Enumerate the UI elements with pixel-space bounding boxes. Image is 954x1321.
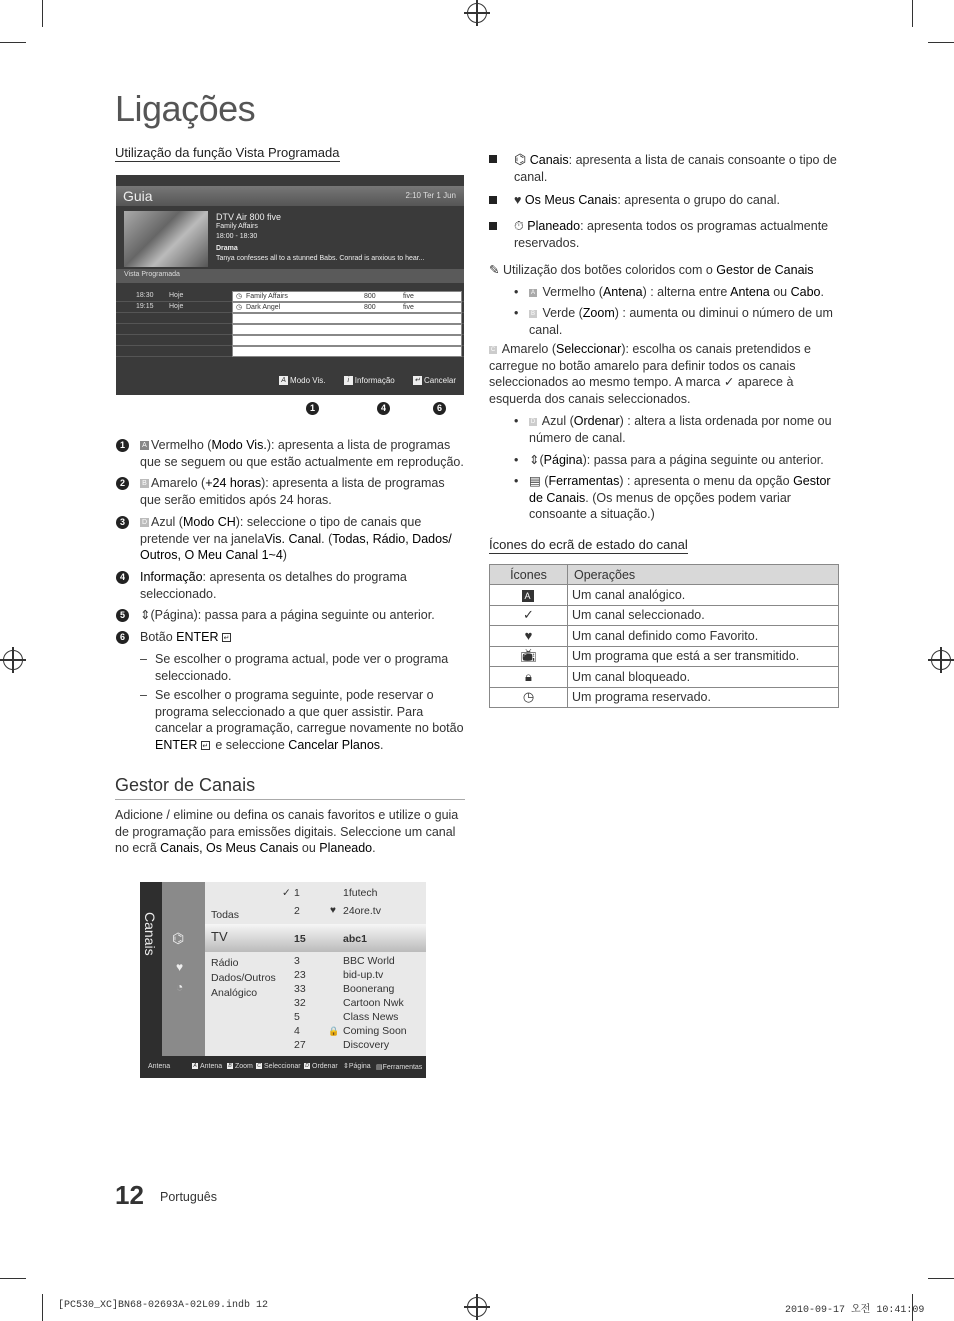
check-icon: ✓ — [490, 605, 568, 626]
table-row: 📺︎ Um programa que está a ser transmitido. — [490, 646, 839, 667]
crop-mark — [42, 0, 43, 27]
item-number: 4 — [116, 571, 129, 584]
ordenar-key[interactable]: D Ordenar — [305, 1063, 338, 1070]
page-arrows-icon: ⇕ — [529, 453, 540, 467]
enter-icon: ↵ — [223, 635, 230, 643]
pencil-icon: ✎ — [489, 263, 500, 277]
sub-bullet: • D Azul (Ordenar) : altera a lista ordenada por nome ou número de canal. — [514, 414, 832, 445]
item-number: 2 — [116, 477, 129, 490]
schedule-row[interactable] — [116, 335, 464, 346]
heart-icon: ♥ — [330, 905, 336, 916]
guide-desc: Tanya confesses all to a stunned Babs. Conrad is anxious to hear... — [216, 255, 425, 262]
modo-vis-key[interactable]: A Modo Vis. — [279, 376, 325, 385]
list-item: 4 Informação: apresenta os detalhes do programa seleccionado. — [116, 569, 466, 602]
red-a-key-icon: A — [140, 441, 149, 450]
canais-side: Canais — [140, 882, 162, 1056]
language-label: Português — [160, 1190, 217, 1204]
callout-4: 4 — [377, 402, 390, 415]
row-box — [232, 324, 462, 335]
row-channel: 800 — [364, 293, 376, 300]
crop-mark — [42, 1294, 43, 1321]
bullet-canais: ⌬ Canais: apresenta a lista de canais consoante o tipo de canal. — [489, 151, 839, 185]
heart-icon: ♥ — [514, 193, 522, 207]
seleccionar-key[interactable]: C Seleccionar — [257, 1063, 301, 1070]
green-b-key-icon: B — [530, 310, 535, 317]
check-icon: ✓ — [723, 375, 735, 389]
ch-name[interactable]: abc1 — [343, 933, 367, 945]
table-row: ◷ Um programa reservado. — [490, 687, 839, 708]
bullet-planeado: ⏱ Planeado: apresenta todos os programas actualmente reservados. — [489, 218, 839, 251]
cat-todas[interactable]: Todas — [211, 909, 240, 921]
analog-a-icon: A — [522, 590, 534, 602]
section-heading-vista: Utilização da função Vista Programada — [115, 145, 340, 160]
heart-icon[interactable]: ♥ — [176, 960, 184, 974]
crop-mark — [928, 1278, 954, 1279]
callout-6: 6 — [433, 402, 446, 415]
registration-mark-icon — [931, 650, 951, 670]
gestor-intro: Adicione / elimine ou defina os canais favoritos e utilize o guia de programação para emissões digitais. Seleccione um canal no ecrã Canais, Os Meus Canais ou Planeado. — [115, 808, 459, 855]
item-number: 3 — [116, 516, 129, 529]
lock-icon: 🔒 — [328, 1026, 340, 1036]
crop-mark — [0, 1278, 26, 1279]
red-a-key-icon: A — [279, 376, 288, 385]
return-icon: ↵ — [414, 377, 421, 384]
enter-icon: ↵ — [202, 742, 209, 750]
cat-list — [211, 956, 276, 1001]
table-row: A Um canal analógico. — [490, 585, 839, 606]
guide-genre: Drama — [216, 245, 238, 252]
row-day: Hoje — [169, 303, 184, 310]
guide-title: Guia — [123, 188, 153, 204]
ch-name[interactable]: 1futech — [343, 887, 378, 899]
cat-radio[interactable]: Rádio — [211, 957, 239, 969]
row-name: five — [403, 304, 414, 311]
bullet-square — [489, 196, 497, 204]
icons-table — [489, 564, 839, 708]
guide-program-info — [216, 212, 425, 264]
registration-mark-icon — [3, 650, 23, 670]
satellite-icon[interactable]: ⌬ — [172, 930, 185, 946]
canais-footer: Antena A Antena B Zoom C Seleccionar D Ordenar ⇕Página ▤Ferramentas — [140, 1056, 426, 1078]
canais-screen — [140, 882, 426, 1078]
item-number: 6 — [116, 631, 129, 644]
row-day: Hoje — [169, 292, 184, 299]
guide-footer — [263, 376, 456, 385]
gestor-heading: Gestor de Canais — [115, 775, 465, 800]
cancel-key[interactable]: ↵ Cancelar — [414, 375, 456, 385]
clock-icon: ◷ — [490, 687, 568, 708]
sub-bullet: • A Vermelho (Antena) : alterna entre Antena ou Cabo. — [514, 285, 824, 299]
registration-mark-icon — [467, 1297, 487, 1317]
ch-nums: 3 23 33 32 5 4 27 — [294, 955, 306, 1051]
page-number: 12 — [115, 1180, 144, 1210]
ferramentas-key[interactable]: ▤Ferramentas — [376, 1064, 423, 1071]
callout-1: 1 — [306, 402, 319, 415]
ch-names: BBC World bid-up.tv Boonerang Cartoon Nwk Class News Coming Soon Discovery — [343, 955, 407, 1051]
bullet-meus-canais: ♥ Os Meus Canais: apresenta o grupo do canal. — [489, 192, 839, 209]
cat-analogico[interactable]: Analógico — [211, 987, 258, 999]
guide-header — [116, 186, 464, 206]
check-icon: ✓ — [282, 887, 291, 899]
row-name: five — [403, 293, 414, 300]
schedule-row[interactable] — [116, 302, 464, 313]
dash-item: – Se escolher o programa actual, pode ver o programa seleccionado. — [140, 652, 449, 683]
cat-tv[interactable]: TV — [211, 929, 228, 944]
sub-bullet: • B Verde (Zoom) : aumenta ou diminui o número de um canal. — [514, 306, 833, 337]
row-channel: 800 — [364, 304, 376, 311]
registration-mark-icon — [467, 3, 487, 23]
schedule-row[interactable] — [116, 346, 464, 357]
row-program: Family Affairs — [246, 293, 288, 300]
row-time: 19:15 — [136, 303, 154, 310]
yellow-c-key-icon: C — [490, 346, 496, 353]
list-item: 6 Botão ENTER ↵ — [116, 629, 466, 646]
amarelo-paragraph: C Amarelo (Seleccionar): escolha os canais pretendidos e carregue no botão amarelo para definir todos os canais seleccionados ao mesmo tempo. A marca ✓ aparece à esquerda dos canais seleccionados. — [489, 342, 812, 406]
page-arrows-icon: ⇕ — [140, 608, 151, 622]
satellite-icon: ⌬ — [514, 151, 527, 167]
crop-mark — [912, 0, 913, 27]
crop-mark — [928, 42, 954, 43]
ch-name[interactable]: 24ore.tv — [343, 905, 381, 917]
blue-d-key-icon: D — [141, 519, 148, 527]
table-header-row — [490, 565, 839, 585]
item-number: 5 — [116, 609, 129, 622]
schedule-row[interactable] — [116, 324, 464, 335]
table-row: ✓ Um canal seleccionado. — [490, 605, 839, 626]
sub-bullet: • ▤ (Ferramentas) : apresenta o menu da opção Gestor de Canais. (Os menus de opções podem variar consoante a situação.) — [514, 474, 831, 521]
zoom-key[interactable]: B Zoom — [228, 1063, 253, 1070]
list-item: 2 B Amarelo (+24 horas): apresenta a lista de programas que serão emitidos após 24 horas. — [116, 475, 466, 508]
icons-heading: Ícones do ecrã de estado do canal — [489, 537, 688, 552]
row-time: 18:30 — [136, 292, 154, 299]
program-thumbnail — [124, 211, 208, 267]
vista-label: Vista Programada — [124, 271, 180, 278]
sub-bullet: • ⇕(Página): passa para a página seguinte ou anterior. — [514, 453, 824, 467]
bullet-square — [489, 155, 497, 163]
bullet-square — [489, 222, 497, 230]
page-title: Ligações — [115, 88, 256, 129]
timer-icon: ⏱ — [514, 219, 524, 233]
row-box — [232, 291, 462, 302]
ch-num: 2 — [294, 905, 300, 917]
blue-d-key-icon: D — [530, 418, 536, 425]
cat-dados[interactable]: Dados/Outros — [211, 972, 276, 984]
table-row: 🔒︎ Um canal bloqueado. — [490, 667, 839, 688]
row-box — [232, 302, 462, 313]
row-box — [232, 335, 462, 346]
clock-icon[interactable]: ◔ — [176, 980, 184, 994]
red-a-key-icon: A — [530, 289, 535, 296]
clock-icon: ◷ — [236, 304, 243, 311]
selected-row-highlight — [205, 924, 426, 952]
yellow-b-key-icon: B — [140, 479, 149, 488]
list-item: 3 D Azul (Modo CH): seleccione o tipo de canais que pretende ver na janelaVis. Canal. (Todas, Rádio, Dados/ Outros, O Meu Canal 1~4) — [116, 514, 466, 564]
list-item: 5 ⇕(Página): passa para a página seguinte ou anterior. — [116, 607, 466, 624]
print-date: 2010-09-17 오전 10:41:09 — [785, 1305, 925, 1316]
vista-programada-bar — [116, 269, 464, 283]
ch-num: 15 — [294, 933, 306, 945]
file-info: [PC530_XC]BN68-02693A-02L09.indb 12 — [58, 1300, 269, 1311]
table-row: ♥ Um canal definido como Favorito. — [490, 626, 839, 647]
guide-screen — [116, 175, 464, 395]
guide-program: Family Affairs — [216, 223, 258, 230]
info-icon: i — [344, 376, 353, 385]
row-box — [232, 313, 462, 324]
heart-icon: ♥ — [490, 626, 568, 647]
crop-mark — [0, 42, 26, 43]
col-header: Ícones — [490, 565, 568, 585]
clock-icon: ◷ — [236, 293, 243, 300]
antena-key[interactable]: A Antena — [193, 1063, 223, 1070]
list-item: 1 A Vermelho (Modo Vis.): apresenta a lista de programas que se seguem ou que estão actualmente em reprodução. — [116, 437, 466, 470]
item-number: 1 — [116, 439, 129, 452]
guide-time: 18:00 - 18:30 — [216, 233, 258, 240]
guide-channel: DTV Air 800 five — [216, 212, 282, 222]
col-header: Operações — [568, 565, 839, 585]
info-key[interactable]: i Informação — [344, 376, 395, 385]
schedule-row[interactable] — [116, 313, 464, 324]
guide-datetime: 2:10 Ter 1 Jun — [405, 191, 456, 200]
lock-icon: 🔒︎ — [490, 667, 568, 688]
note-line: ✎ Utilização dos botões coloridos com o Gestor de Canais — [489, 263, 814, 277]
row-box — [232, 346, 462, 357]
row-program: Dark Angel — [246, 304, 281, 311]
pagina-key[interactable]: ⇕Página — [343, 1063, 371, 1070]
ch-num: 1 — [294, 887, 300, 899]
category-icons — [162, 882, 205, 1056]
tv-icon: 📺︎ — [490, 646, 568, 667]
schedule-row[interactable] — [116, 291, 464, 302]
tools-icon: ▤ — [529, 474, 541, 488]
dash-item: – Se escolher o programa seguinte, pode reservar o programa seleccionado a que quer assistir. Para cancelar a programação, carregue novamente no botão ENTER ↵ e seleccione Cancelar Planos. — [140, 688, 464, 752]
